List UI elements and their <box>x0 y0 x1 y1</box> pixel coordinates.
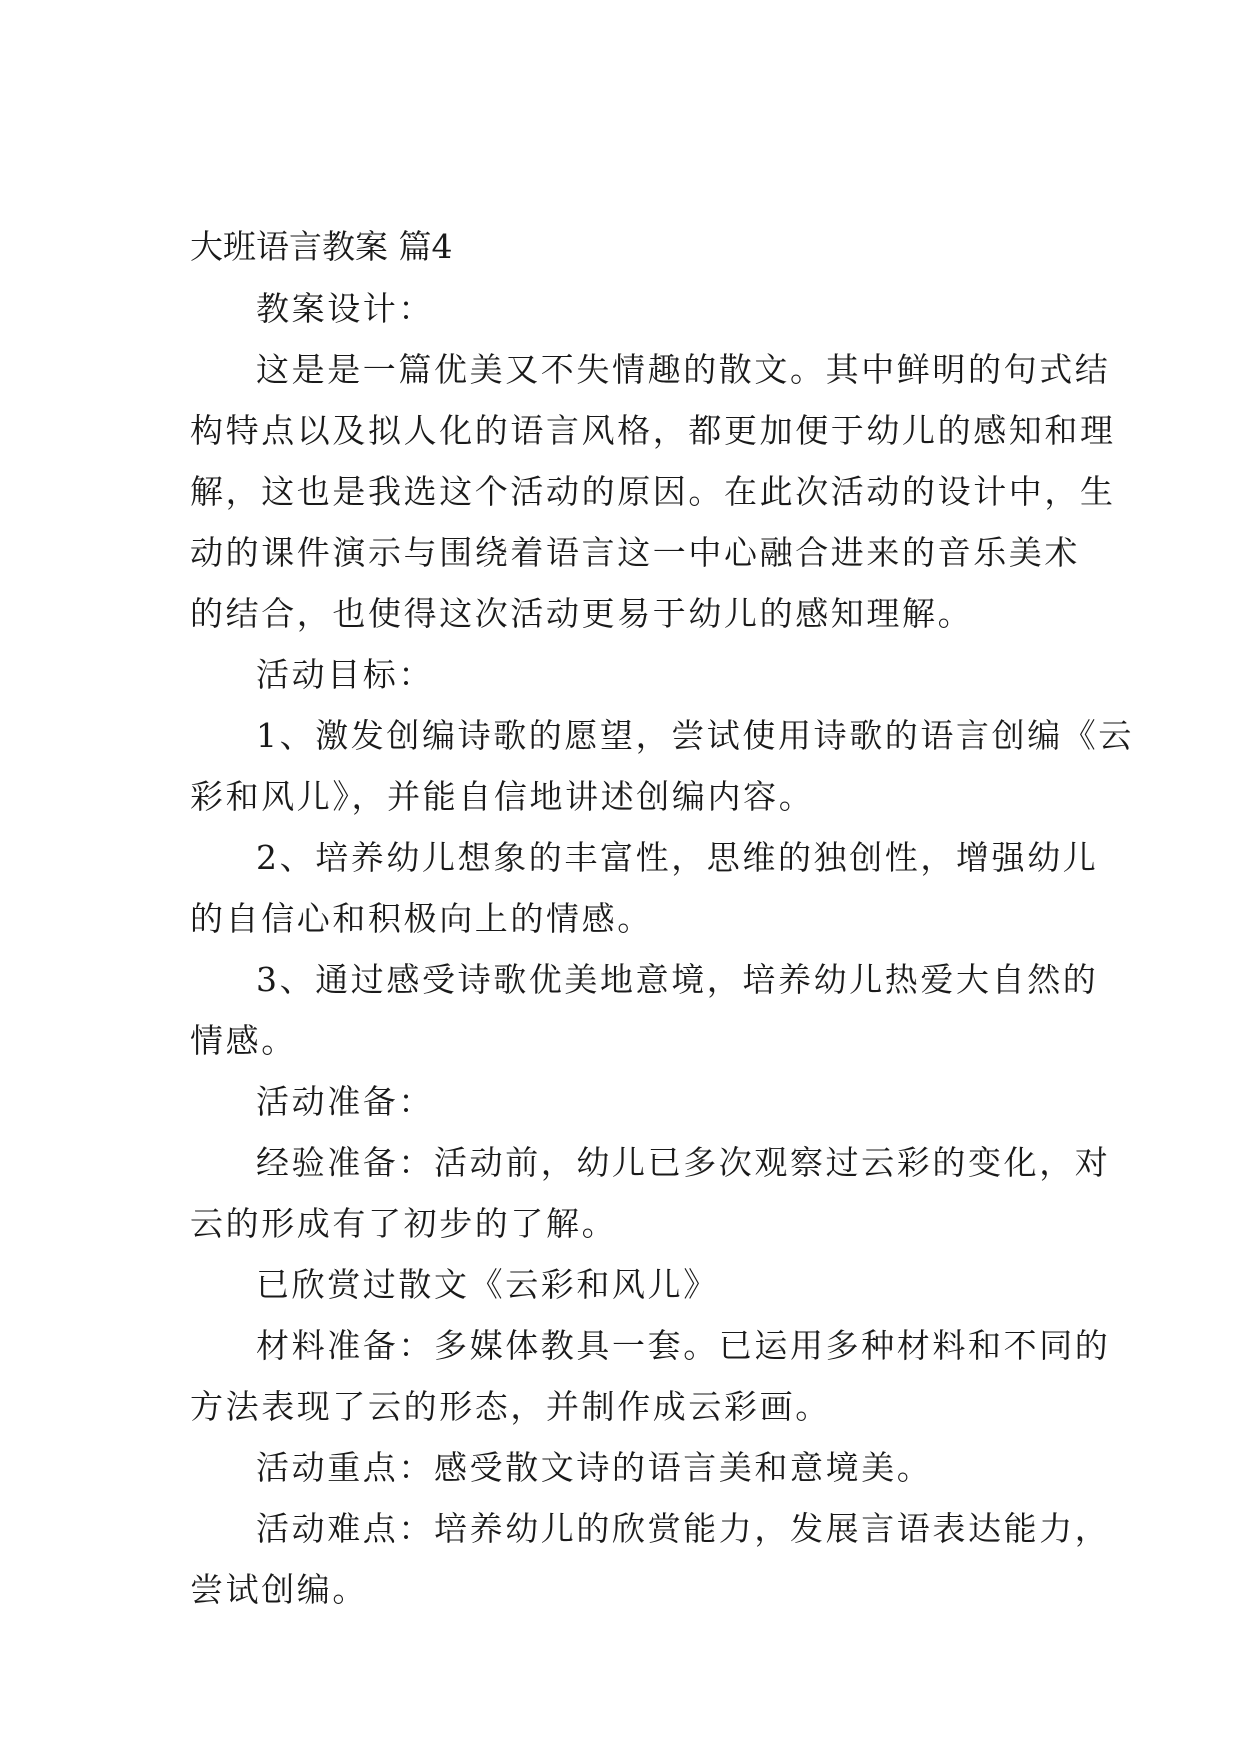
paragraph-line: 动的课件演示与围绕着语言这一中心融合进来的音乐美术 <box>190 533 1080 572</box>
goal-item-3-cont: 情感。 <box>190 1021 297 1060</box>
document-title: 大班语言教案 篇4 <box>190 227 453 266</box>
section-heading-design: 教案设计： <box>256 289 434 328</box>
goal-item-3: 3、通过感受诗歌优美地意境，培养幼儿热爱大自然的 <box>256 960 1099 999</box>
paragraph-line: 构特点以及拟人化的语言风格，都更加便于幼儿的感知和理 <box>190 411 1116 450</box>
goal-item-2-cont: 的自信心和积极向上的情感。 <box>190 899 653 938</box>
material-preparation-cont: 方法表现了云的形态，并制作成云彩画。 <box>190 1387 831 1426</box>
paragraph-line: 的结合，也使得这次活动更易于幼儿的感知理解。 <box>190 594 974 633</box>
goal-item-2: 2、培养幼儿想象的丰富性，思维的独创性，增强幼儿 <box>256 838 1099 877</box>
document-page <box>190 216 1134 1620</box>
paragraph-line: 这是是一篇优美又不失情趣的散文。其中鲜明的句式结 <box>256 350 1111 389</box>
experience-preparation: 经验准备：活动前，幼儿已多次观察过云彩的变化，对 <box>256 1143 1111 1182</box>
activity-difficulty: 活动难点：培养幼儿的欣赏能力，发展言语表达能力， <box>256 1509 1111 1548</box>
section-heading-preparation: 活动准备： <box>256 1082 434 1121</box>
experience-preparation-cont: 云的形成有了初步的了解。 <box>190 1204 618 1243</box>
appreciated-prose: 已欣赏过散文《云彩和风儿》 <box>256 1265 719 1304</box>
paragraph-line: 解，这也是我选这个活动的原因。在此次活动的设计中，生 <box>190 472 1116 511</box>
activity-difficulty-cont: 尝试创编。 <box>190 1570 368 1609</box>
activity-focus: 活动重点：感受散文诗的语言美和意境美。 <box>256 1448 933 1487</box>
goal-item-1: 1、激发创编诗歌的愿望，尝试使用诗歌的语言创编《云 <box>256 716 1134 755</box>
goal-item-1-cont: 彩和风儿》，并能自信地讲述创编内容。 <box>190 777 815 816</box>
material-preparation: 材料准备：多媒体教具一套。已运用多种材料和不同的 <box>256 1326 1111 1365</box>
section-heading-goals: 活动目标： <box>256 655 434 694</box>
